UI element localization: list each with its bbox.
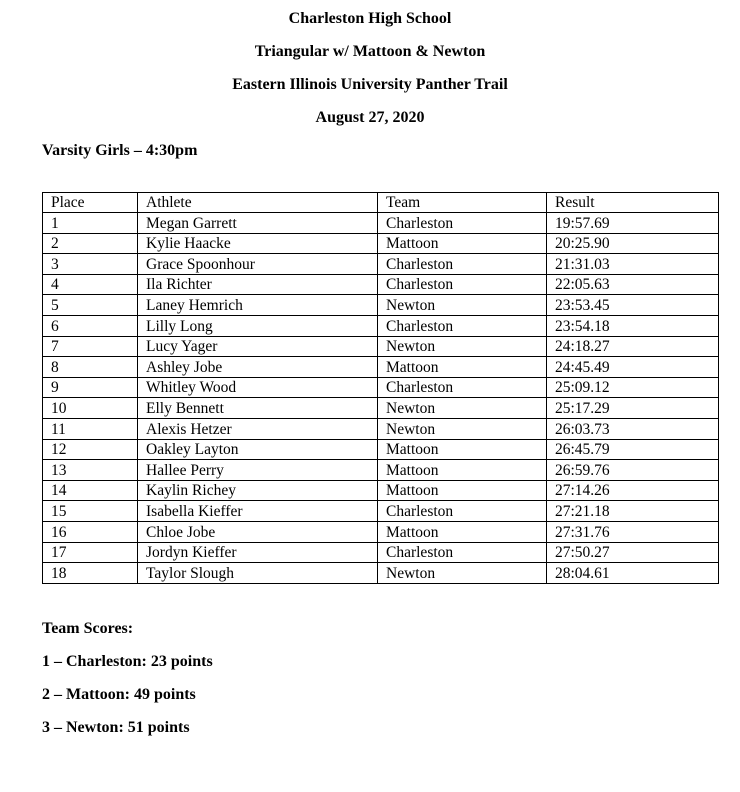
place-cell: 15 [43,501,138,522]
table-row [43,521,719,542]
place-cell: 17 [43,542,138,563]
athlete-cell: Whitley Wood [138,377,378,398]
team-cell: Charleston [378,274,547,295]
place-cell: 7 [43,336,138,357]
athlete-cell: Kaylin Richey [138,480,378,501]
athlete-cell: Kylie Haacke [138,233,378,254]
table-row [43,357,719,378]
athlete-cell: Laney Hemrich [138,295,378,316]
result-cell: 23:53.45 [547,295,719,316]
athlete-cell: Jordyn Kieffer [138,542,378,563]
place-cell: 12 [43,439,138,460]
place-cell: 10 [43,398,138,419]
athlete-cell: Elly Bennett [138,398,378,419]
table-row [43,501,719,522]
table-row [43,336,719,357]
column-header-place: Place [43,193,138,213]
team-cell: Mattoon [378,439,547,460]
result-cell: 25:17.29 [547,398,719,419]
place-cell: 13 [43,460,138,481]
team-cell: Charleston [378,501,547,522]
table-row [43,254,719,275]
place-cell: 9 [43,377,138,398]
table-row [43,377,719,398]
team-score-line: 3 – Newton: 51 points [42,719,190,736]
result-cell: 23:54.18 [547,315,719,336]
place-cell: 2 [43,233,138,254]
race-section-title: Varsity Girls – 4:30pm [42,142,198,159]
athlete-cell: Megan Garrett [138,213,378,234]
team-cell: Newton [378,563,547,584]
result-cell: 27:31.76 [547,521,719,542]
athlete-cell: Ila Richter [138,274,378,295]
table-row [43,418,719,439]
team-cell: Newton [378,398,547,419]
result-cell: 22:05.63 [547,274,719,295]
result-cell: 27:50.27 [547,542,719,563]
athlete-cell: Lilly Long [138,315,378,336]
athlete-cell: Ashley Jobe [138,357,378,378]
table-header-row [43,193,719,213]
athlete-cell: Isabella Kieffer [138,501,378,522]
team-cell: Newton [378,336,547,357]
place-cell: 8 [43,357,138,378]
place-cell: 5 [43,295,138,316]
team-score-line: 1 – Charleston: 23 points [42,653,213,670]
athlete-cell: Oakley Layton [138,439,378,460]
venue-title: Eastern Illinois University Panther Trail [232,76,508,93]
meet-title: Triangular w/ Mattoon & Newton [254,43,486,60]
table-row [43,233,719,254]
team-score-line: 2 – Mattoon: 49 points [42,686,196,703]
result-cell: 24:18.27 [547,336,719,357]
table-row [43,213,719,234]
team-cell: Mattoon [378,480,547,501]
athlete-cell: Taylor Slough [138,563,378,584]
team-cell: Charleston [378,315,547,336]
table-row [43,480,719,501]
athlete-cell: Chloe Jobe [138,521,378,542]
school-title: Charleston High School [288,10,452,27]
athlete-cell: Grace Spoonhour [138,254,378,275]
result-cell: 20:25.90 [547,233,719,254]
result-cell: 24:45.49 [547,357,719,378]
table-row [43,295,719,316]
place-cell: 6 [43,315,138,336]
athlete-cell: Alexis Hetzer [138,418,378,439]
place-cell: 4 [43,274,138,295]
team-cell: Mattoon [378,521,547,542]
table-row [43,542,719,563]
place-cell: 1 [43,213,138,234]
place-cell: 11 [43,418,138,439]
result-cell: 26:03.73 [547,418,719,439]
team-cell: Charleston [378,213,547,234]
team-cell: Mattoon [378,233,547,254]
table-row [43,563,719,584]
team-cell: Newton [378,418,547,439]
place-cell: 18 [43,563,138,584]
table-row [43,460,719,481]
athlete-cell: Hallee Perry [138,460,378,481]
table-row [43,315,719,336]
result-cell: 26:59.76 [547,460,719,481]
result-cell: 25:09.12 [547,377,719,398]
team-cell: Charleston [378,377,547,398]
result-cell: 19:57.69 [547,213,719,234]
column-header-team: Team [378,193,547,213]
result-cell: 27:21.18 [547,501,719,522]
team-cell: Charleston [378,254,547,275]
team-scores-title: Team Scores: [42,620,134,637]
athlete-cell: Lucy Yager [138,336,378,357]
place-cell: 16 [43,521,138,542]
table-row [43,274,719,295]
team-cell: Charleston [378,542,547,563]
meet-date: August 27, 2020 [315,109,425,126]
results-table [42,192,719,584]
team-cell: Mattoon [378,357,547,378]
team-cell: Mattoon [378,460,547,481]
result-cell: 28:04.61 [547,563,719,584]
column-header-athlete: Athlete [138,193,378,213]
team-cell: Newton [378,295,547,316]
result-cell: 21:31.03 [547,254,719,275]
result-cell: 26:45.79 [547,439,719,460]
table-row [43,398,719,419]
result-cell: 27:14.26 [547,480,719,501]
column-header-result: Result [547,193,719,213]
place-cell: 3 [43,254,138,275]
place-cell: 14 [43,480,138,501]
table-row [43,439,719,460]
results-body [43,213,719,584]
